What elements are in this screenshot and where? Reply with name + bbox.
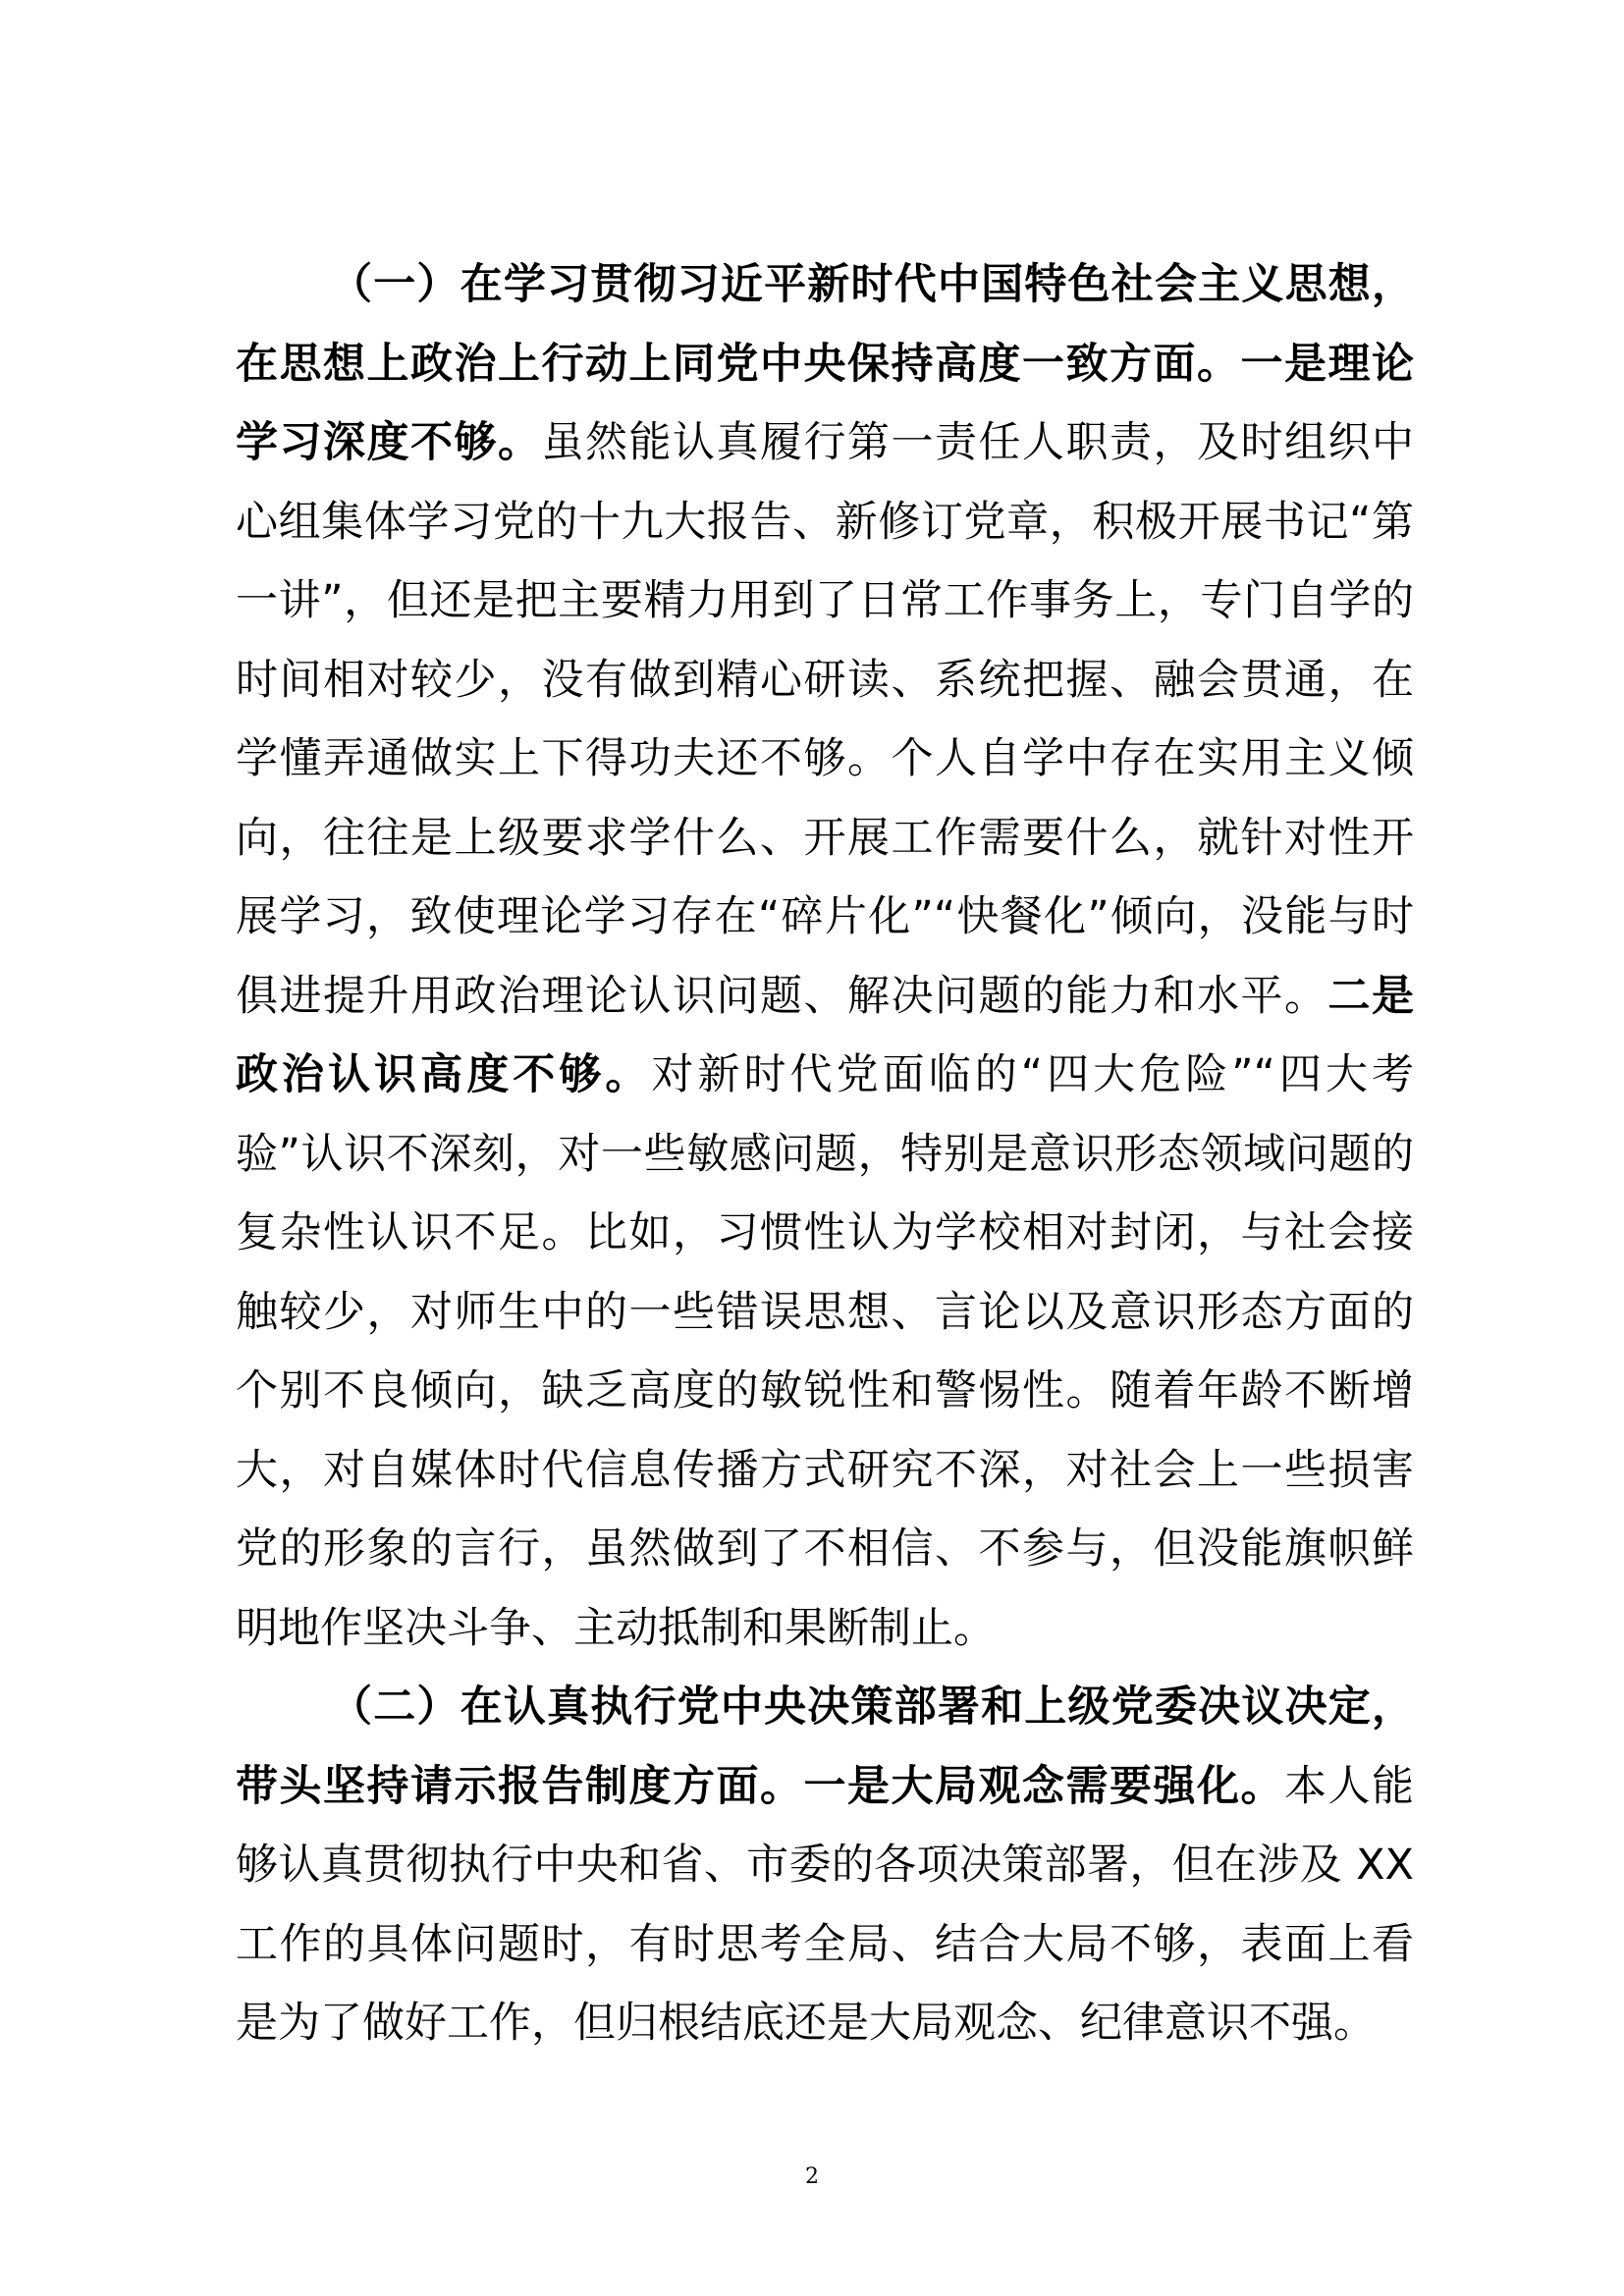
paragraph-section-two <box>236 1668 1414 2063</box>
section-two-heading: （二）在认真执行党中央决策部署和上级党委决议决定，带头坚持请示报告制度方面。一是大局观念需要强化。 <box>236 1682 1414 1811</box>
section-one-text-part-1: 虽然能认真履行第一责任人职责，及时组织中心组集体学习党的十九大报告、新修订党章，积极开展书记“第一讲”，但还是把主要精力用到了日常工作事务上，专门自学的时间相对较少，没有做到精心研读、系统把握、融会贯通，在学懂弄通做实上下得功夫还不够。个人自学中存在实用主义倾向，往往是上级要求学什么、开展工作需要什么，就针对性开展学习，致使理论学习存在“碎片化”“快餐化”倾向，没能与时俱进提升用政治理论认识问题、解决问题的能力和水平。 <box>236 418 1414 1021</box>
section-one-text-part-2: 对新时代党面临的“四大危险”“四大考验”认识不深刻，对一些敏感问题，特别是意识形态领域问题的复杂性认识不足。比如，习惯性认为学校相对封闭，与社会接触较少，对师生中的一些错误思想、言论以及意识形态方面的个别不良倾向，缺乏高度的敏锐性和警惕性。随着年龄不断增大，对自媒体时代信息传播方式研究不深，对社会上一些损害党的形象的言行，虽然做到了不相信、不参与，但没能旗帜鲜明地作坚决斗争、主动抵制和果断制止。 <box>236 1050 1414 1653</box>
section-two-text-part-1: 本人能够认真贯彻执行中央和省、市委的各项决策部署，但在涉及 XX 工作的具体问题时，有时思考全局、结合大局不够，表面上看是为了做好工作，但归根结底还是大局观念、纪律意识不强。 <box>236 1761 1414 2048</box>
section-one-heading: （一）在学习贯彻习近平新时代中国特色社会主义思想，在思想上政治上行动上同党中央保持高度一致方面。一是理论学习深度不够。 <box>236 260 1414 467</box>
page-number: 2 <box>805 2164 819 2189</box>
paragraph-section-one <box>236 245 1414 1668</box>
section-one-subheading-2: 二是政治认识高度不够。 <box>236 971 1414 1099</box>
document-body <box>236 245 1414 2063</box>
